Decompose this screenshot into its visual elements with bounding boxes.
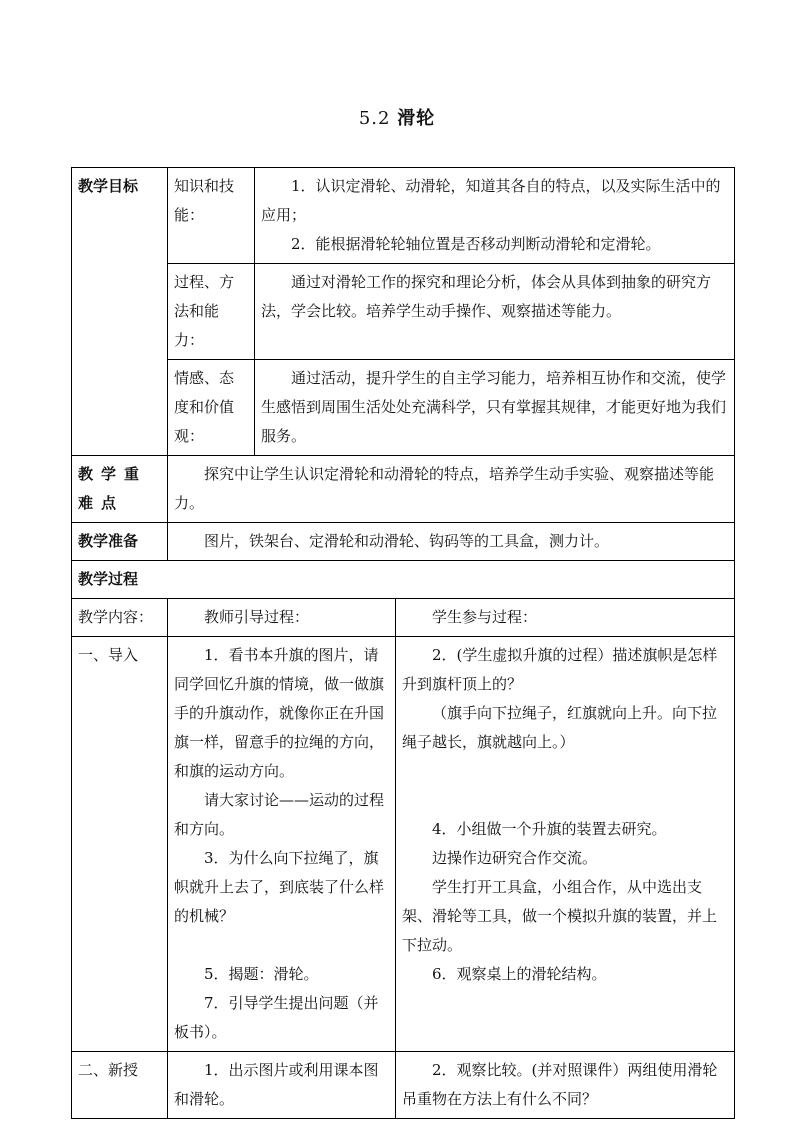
emotion-label: 情感、态度和价值观：: [168, 360, 255, 456]
new-student-p1: 2．观察比较。(并对照课件）两组使用滑轮吊重物在方法上有什么不同？: [402, 1061, 718, 1108]
goals-row-process: [72, 264, 735, 360]
intro-teacher-p5: 5．揭题：滑轮。: [204, 965, 319, 983]
prep-paragraph: 图片，铁架台、定滑轮和动滑轮、钩码等的工具盒，测力计。: [204, 532, 610, 550]
intro-student-spacer-1: [402, 757, 728, 786]
goals-row-knowledge: [72, 168, 735, 264]
title-number: 5.2: [358, 108, 391, 129]
knowledge-line-2: 2．能根据滑轮轮轴位置是否移动判断动滑轮和定滑轮。: [291, 235, 661, 253]
column-student: [396, 599, 735, 637]
key-points-paragraph: 探究中让学生认识定滑轮和动滑轮的特点，培养学生动手实验、观察描述等能力。: [174, 465, 715, 512]
prep-text: [168, 523, 735, 561]
section-name: 二、新授: [72, 1052, 168, 1119]
intro-student-p1: 2．(学生虚拟升旗的过程）描述旗帜是怎样升到旗杆顶上的？: [402, 646, 718, 693]
page-title: [0, 104, 794, 130]
intro-student-p6: 边操作边研究合作交流。: [432, 849, 598, 867]
title-name: 滑轮: [397, 108, 436, 129]
key-points-header: 教学重难点: [72, 456, 168, 523]
process-header: 教学过程: [72, 561, 735, 599]
intro-student-p7: 学生打开工具盒，小组合作，从中选出支架、滑轮等工具，做一个模拟升旗的装置，并上下拉动。: [402, 878, 718, 954]
column-content: 教学内容：: [72, 599, 168, 637]
column-teacher-label: 教师引导过程：: [204, 608, 310, 626]
process-header-row: [72, 561, 735, 599]
lesson-plan-table: [71, 167, 735, 1119]
column-teacher: [168, 599, 396, 637]
knowledge-line-1: 1．认识定滑轮、动滑轮，知道其各自的特点，以及实际生活中的应用；: [261, 177, 721, 224]
goals-row-emotion: [72, 360, 735, 456]
intro-teacher-p2: 请大家讨论——运动的过程和方向。: [174, 791, 385, 838]
knowledge-label: 知识和技能：: [168, 168, 255, 264]
section-row-intro: [72, 637, 735, 1052]
intro-teacher-p3: 3．为什么向下拉绳了，旗帜就升上去了，到底装了什么样的机械？: [174, 849, 385, 925]
intro-teacher-p6: 7．引导学生提出问题（并板书）。: [174, 994, 379, 1041]
prep-header: 教学准备: [72, 523, 168, 561]
intro-student-p5: 4．小组做一个升旗的装置去研究。: [432, 820, 667, 838]
process-paragraph: 通过对滑轮工作的探究和理论分析，体会从具体到抽象的研究方法，学会比较。培养学生动手操作、观察描述等能力。: [261, 273, 712, 320]
section-name: 一、导入: [72, 637, 168, 1052]
section-row-new: [72, 1052, 735, 1119]
emotion-paragraph: 通过活动，提升学生的自主学习能力，培养相互协作和交流，使学生感悟到周围生活处处充满科学，只有掌握其规律，才能更好地为我们服务。: [261, 369, 727, 445]
intro-student-spacer-2: [402, 786, 728, 815]
key-points-row: [72, 456, 735, 523]
prep-row: [72, 523, 735, 561]
key-points-text: [168, 456, 735, 523]
emotion-text: [255, 360, 735, 456]
intro-student-cell: [396, 637, 735, 1052]
new-teacher-p1: 1．出示图片或利用课本图和滑轮。: [174, 1061, 379, 1108]
process-label: 过程、方法和能力：: [168, 264, 255, 360]
goals-header: 教学目标: [72, 168, 168, 456]
intro-teacher-p1: 1．看书本升旗的图片，请同学回忆升旗的情境，做一做旗手的升旗动作，就像你正在升国旗一样，留意手的拉绳的方向，和旗的运动方向。: [174, 646, 385, 780]
column-header-row: [72, 599, 735, 637]
intro-student-p2: （旗手向下拉绳子，红旗就向上升。向下拉绳子越长，旗就越向上。）: [402, 704, 718, 751]
intro-teacher-spacer: [174, 931, 389, 960]
column-student-label: 学生参与过程：: [432, 608, 538, 626]
knowledge-text: [255, 168, 735, 264]
new-teacher-cell: [168, 1052, 396, 1119]
new-student-cell: [396, 1052, 735, 1119]
intro-student-p8: 6．观察桌上的滑轮结构。: [432, 965, 607, 983]
intro-teacher-cell: [168, 637, 396, 1052]
process-text: [255, 264, 735, 360]
